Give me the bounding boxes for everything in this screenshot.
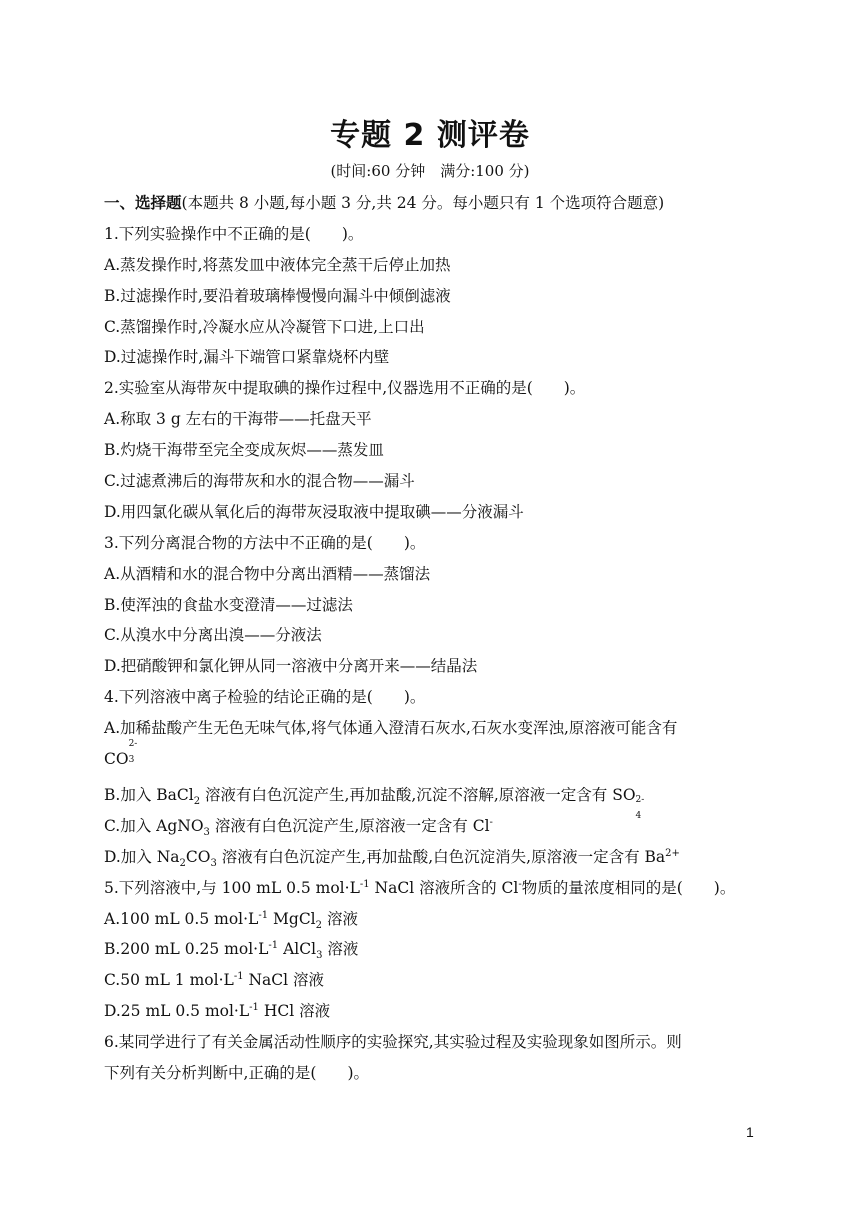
- q1-option-a: A.蒸发操作时,将蒸发皿中液体完全蒸干后停止加热: [104, 255, 451, 274]
- section-heading: 一、选择题: [104, 193, 182, 212]
- q4-option-a: A.加稀盐酸产生无色无味气体,将气体通入澄清石灰水,石灰水变浑浊,原溶液可能含有: [104, 719, 678, 738]
- q5-option-a: A.100 mL 0.5 $mol\cdot L^{-1}$ MgCl$_2$ 溶液: [104, 909, 358, 931]
- q6-stem-line2: 下列有关分析判断中,正确的是( )。: [104, 1064, 370, 1083]
- q3-option-a: A.从酒精和水的混合物中分离出酒精——蒸馏法: [104, 564, 431, 583]
- q5-option-b: B.200 mL 0.25 $mol\cdot L^{-1}$ AlCl$_3$ 溶液: [104, 940, 359, 962]
- section-note: (本题共 8 小题,每小题 3 分,共 24 分。每小题只有 1 个选项符合题意): [181, 194, 665, 212]
- q4-stem: 4.下列溶液中离子检验的结论正确的是( )。: [104, 688, 426, 707]
- carbonate-ion: CO 2- 3: [104, 739, 138, 769]
- q5-option-c: C.50 mL 1 $mol\cdot L^{-1}$ NaCl 溶液: [104, 971, 325, 990]
- q1-option-c: C.蒸馏操作时,冷凝水应从冷凝管下口进,上口出: [104, 317, 425, 336]
- q3-option-c: C.从溴水中分离出溴——分液法: [104, 626, 322, 645]
- q6-stem-line1: 6.某同学进行了有关金属活动性顺序的实验探究,其实验过程及实验现象如图所示。则: [104, 1033, 682, 1052]
- q3-option-b: B.使浑浊的食盐水变澄清——过滤法: [104, 595, 353, 614]
- section-header: [104, 188, 764, 219]
- page-title: 专题 2 测评卷: [330, 118, 530, 153]
- q1-option-b: B.过滤操作时,要沿着玻璃棒慢慢向漏斗中倾倒滤液: [104, 286, 451, 305]
- q4-option-a-cont: [104, 739, 764, 780]
- q2-option-c: C.过滤煮沸后的海带灰和水的混合物——漏斗: [104, 472, 415, 491]
- q5-stem: 5.下列溶液中,与 100 mL 0.5 $mol\cdot L^{-1}$ NaCl 溶液所含的 Cl-物质的量浓度相同的是( )。: [104, 878, 736, 897]
- q4-option-d: D.加入 $Na_2CO_3$ 溶液有白色沉淀产生,再加盐酸,白色沉淀消失,原溶液一定含有 $Ba^{2+}$: [104, 847, 680, 869]
- q4-option-b: B.加入 BaCl$_2$ 溶液有白色沉淀产生,再加盐酸,沉淀不溶解,原溶液一定含有 SO 2- 4: [104, 786, 645, 822]
- q1-stem: 1.下列实验操作中不正确的是( )。: [104, 224, 364, 243]
- q3-stem: 3.下列分离混合物的方法中不正确的是( )。: [104, 533, 426, 552]
- q2-stem: 2.实验室从海带灰中提取碘的操作过程中,仪器选用不正确的是( )。: [104, 379, 586, 398]
- page-number: 1: [746, 1124, 754, 1140]
- q2-option-d: D.用四氯化碳从氧化后的海带灰浸取液中提取碘——分液漏斗: [104, 502, 524, 521]
- q2-option-a: A.称取 3 g 左右的干海带——托盘天平: [104, 410, 372, 429]
- q2-option-b: B.灼烧干海带至完全变成灰烬——蒸发皿: [104, 441, 384, 460]
- q1-option-d: D.过滤操作时,漏斗下端管口紧靠烧杯内壁: [104, 348, 390, 367]
- q4-option-c: C.加入 AgNO$_3$ 溶液有白色沉淀产生,原溶液一定含有 Cl-: [104, 816, 493, 839]
- q3-option-d: D.把硝酸钾和氯化钾从同一溶液中分离开来——结晶法: [104, 657, 478, 676]
- q5-option-d: D.25 mL 0.5 $mol\cdot L^{-1}$ HCl 溶液: [104, 1002, 331, 1021]
- exam-info: (时间:60 分钟 满分:100 分): [330, 162, 530, 180]
- question-content: [104, 188, 764, 1089]
